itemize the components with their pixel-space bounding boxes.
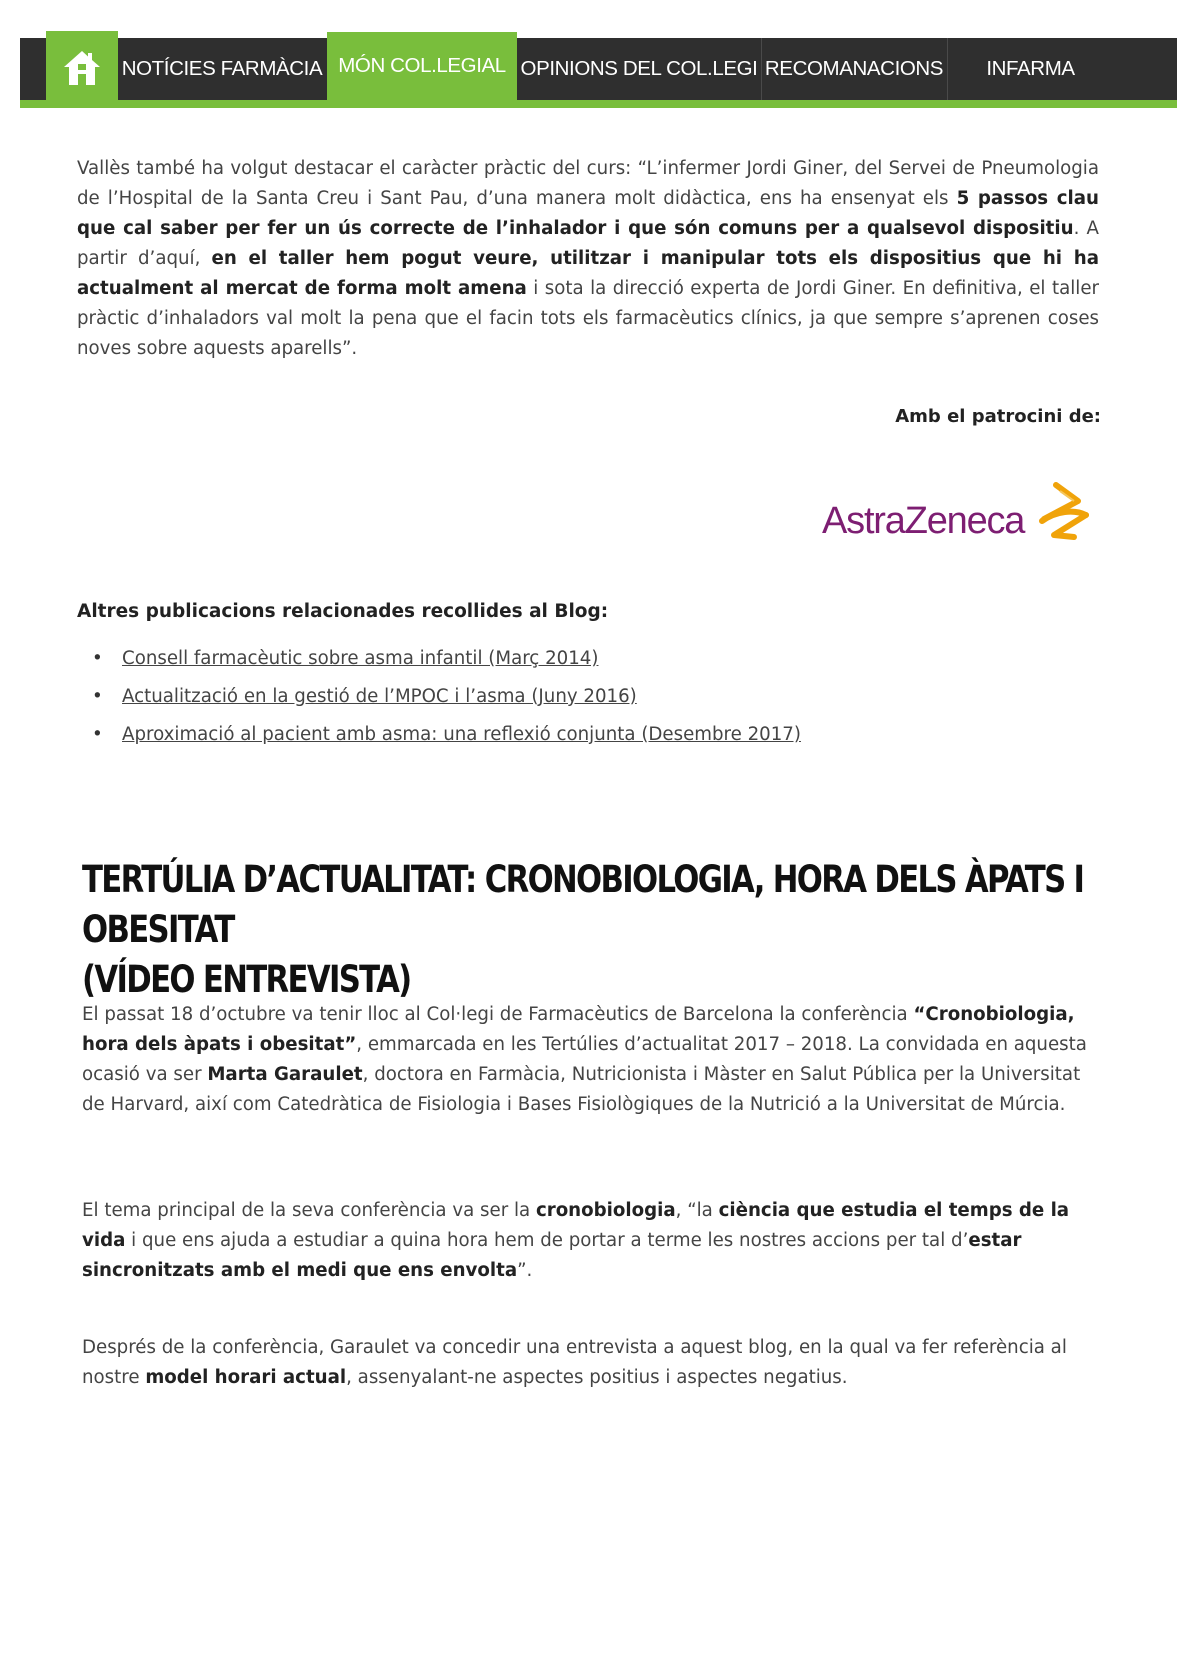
home-icon (62, 49, 102, 91)
bold-text: cronobiologia (535, 1200, 676, 1221)
nav-item-opinions-del-collegi[interactable]: OPINIONS DEL COL.LEGI (520, 57, 758, 80)
text-span: , “la (675, 1200, 719, 1221)
bullet: • (92, 686, 103, 707)
text-span: . A partir d’aquí, (77, 218, 1099, 269)
article-paragraph-1 (82, 1000, 1107, 1120)
nav-item-noticies-farmacia[interactable]: NOTÍCIES FARMÀCIA (121, 57, 323, 80)
text-span: , doctora en Farmàcia, Nutricionista i Màster en Salut Pública per la Universitat de Harvard, així com Catedràtica de Fisiologia i Bases Fisiològiques de la Nutrició a la Universitat de Múrcia. (82, 1064, 1081, 1115)
text-span: , assenyalant-ne aspectes positius i aspectes negatius. (346, 1367, 848, 1388)
bold-text: en el taller hem pogut veure, utilitzar i manipular tots els dispositius que hi ha actualment al mercat de forma molt amena (77, 248, 1099, 299)
bold-text: 5 passos clau que cal saber per fer un ús correcte de l’inhalador i que són comuns per a qualsevol dispositiu (77, 188, 1099, 239)
text-span: El passat 18 d’octubre va tenir lloc al Col·legi de Farmacèutics de Barcelona la conferència (82, 1004, 914, 1025)
related-link-mpoc-asma[interactable]: Actualització en la gestió de l’MPOC i l’asma (Juny 2016) (122, 686, 637, 707)
text-span: , emmarcada en les Tertúlies d’actualitat 2017 – 2018. La convidada en aquesta ocasió va ser (82, 1034, 1087, 1085)
bold-text: model horari actual (145, 1367, 347, 1388)
article-paragraph-3 (82, 1333, 1107, 1393)
bold-text: ciència que estudia el temps de la vida (82, 1200, 1070, 1251)
bold-text: estar sincronitzats amb el medi que ens envolta (82, 1230, 1022, 1281)
text-span: Vallès també ha volgut destacar el caràcter pràctic del curs: “L’infermer Jordi Giner, del Servei de Pneumologia de l’Hospital de la Santa Creu i Sant Pau, d’una manera molt didàctica, ens ha ensenyat els (77, 158, 1099, 209)
bullet: • (92, 724, 103, 745)
home-button[interactable] (46, 31, 118, 108)
related-link-asma-infantil[interactable]: Consell farmacèutic sobre asma infantil (Març 2014) (122, 648, 599, 669)
related-posts-heading: Altres publicacions relacionades recollides al Blog: (77, 601, 609, 622)
article-title (82, 855, 1128, 1005)
list-item (92, 724, 801, 762)
astrazeneca-symbol-icon (1034, 481, 1094, 543)
intro-paragraph (77, 154, 1099, 364)
text-span: i que ens ajuda a estudiar a quina hora hem de portar a terme les nostres accions per tal d’ (125, 1230, 969, 1251)
logo-wordmark: AstraZeneca (822, 500, 1025, 542)
nav-item-recomanacions[interactable]: RECOMANACIONS (764, 57, 944, 80)
related-posts-list (92, 648, 801, 762)
nav-item-infarma[interactable]: INFARMA (986, 57, 1075, 80)
article-title-line1: TERTÚLIA D’ACTUALITAT: CRONOBIOLOGIA, HORA DELS ÀPATS I OBESITAT (82, 858, 1084, 951)
text-span: ”. (517, 1260, 533, 1281)
bullet: • (92, 648, 103, 669)
text-span: El tema principal de la seva conferència va ser la (82, 1200, 536, 1221)
bold-text: “Cronobiologia, hora dels àpats i obesitat” (82, 1004, 1075, 1055)
list-item (92, 648, 801, 686)
article-title-line2: (VÍDEO ENTREVISTA) (82, 958, 411, 1001)
related-link-pacient-asma[interactable]: Aproximació al pacient amb asma: una reflexió conjunta (Desembre 2017) (122, 724, 801, 745)
nav-accent-line (20, 100, 1177, 108)
bold-text: Marta Garaulet (207, 1064, 363, 1085)
article-paragraph-2 (82, 1196, 1107, 1286)
astrazeneca-logo[interactable] (822, 478, 1092, 558)
nav-item-mon-collegial[interactable]: MÓN COL.LEGIAL (327, 32, 517, 100)
list-item (92, 686, 801, 724)
text-span: Després de la conferència, Garaulet va concedir una entrevista a aquest blog, en la qual va fer referència al nostre (82, 1337, 1067, 1388)
sponsor-label: Amb el patrocini de: (895, 406, 1101, 427)
text-span: i sota la direcció experta de Jordi Giner. En definitiva, el taller pràctic d’inhaladors val molt la pena que el facin tots els farmacèutics clínics, ja que sempre s’aprenen coses noves sobre aquests aparells”. (77, 278, 1099, 359)
